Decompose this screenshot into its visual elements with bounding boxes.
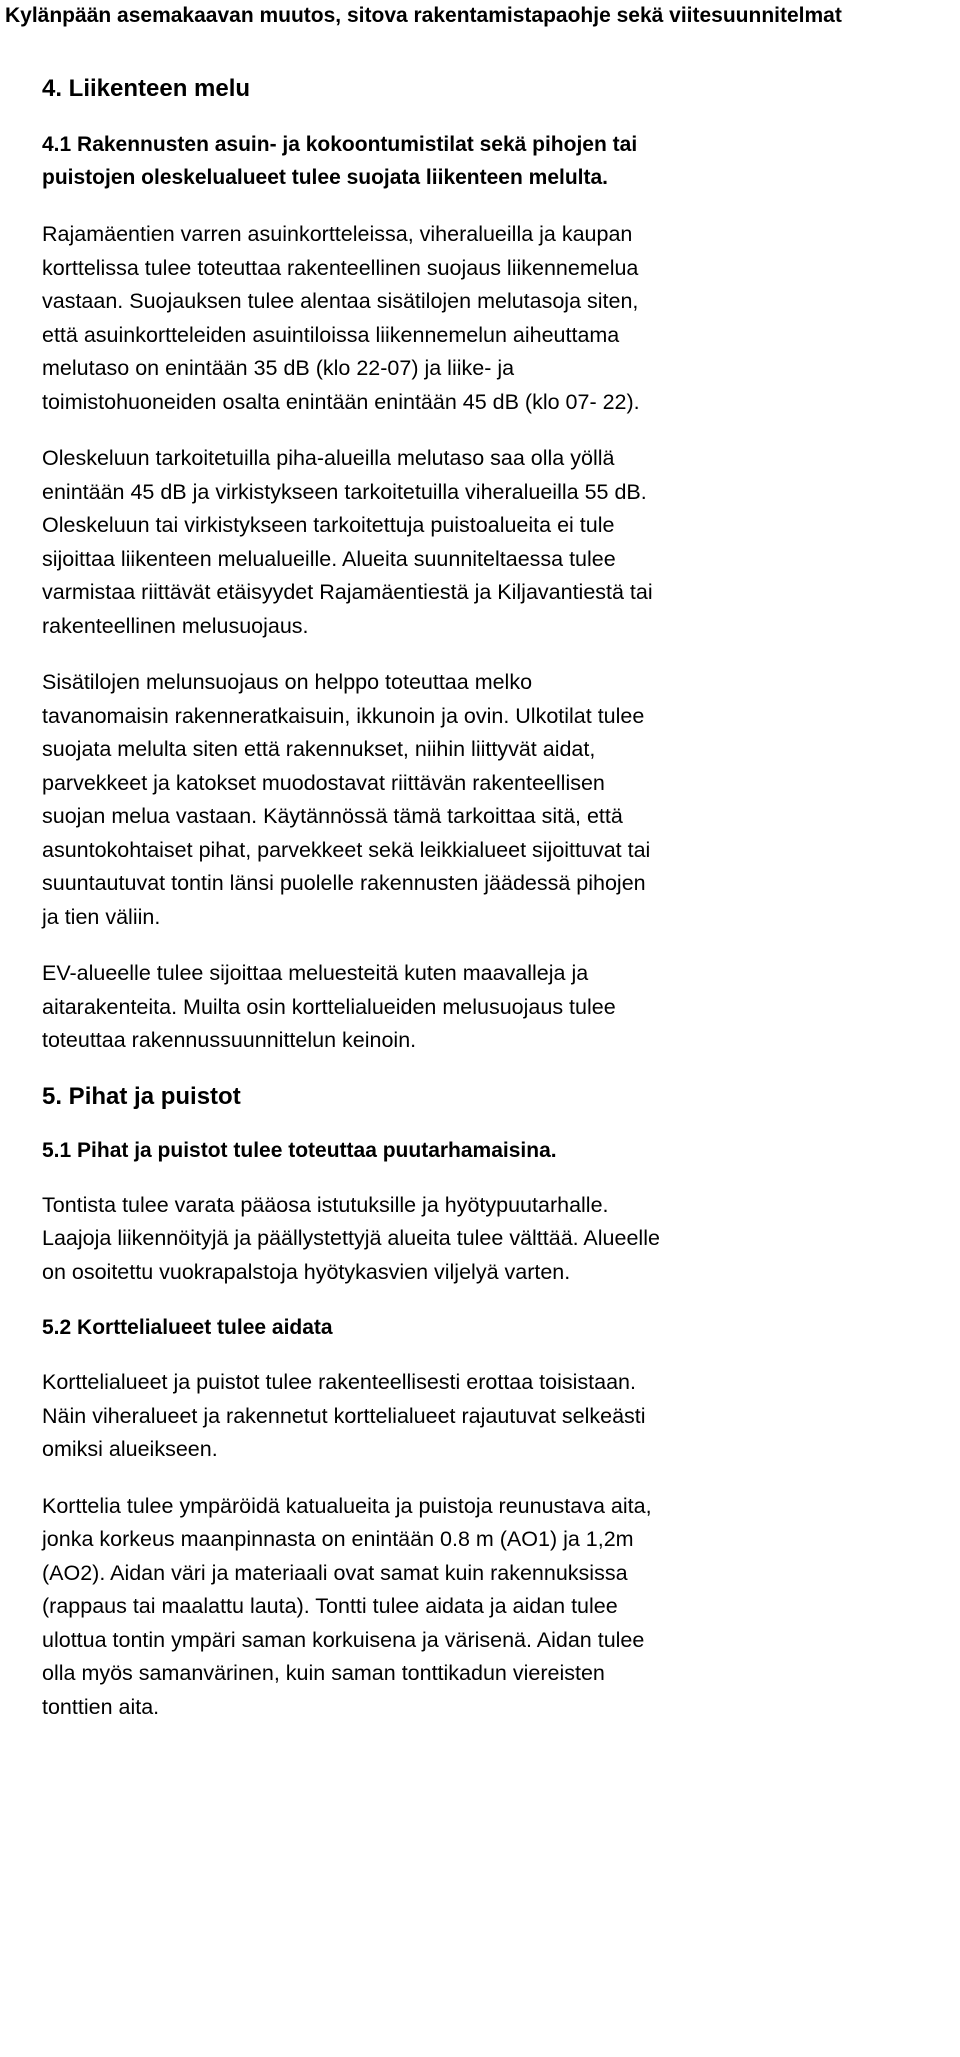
paragraph-5-1-a: Tontista tulee varata pääosa istutuksille ja hyötypuutarhalle. Laajoja liikennöityjä ja päällystettyjä alueita tulee välttää. Alueelle on osoitettu vuokrapalstoja hyötykasvien viljelyä varten. [42,1192,660,1284]
paragraph-4-1-b: Oleskeluun tarkoitetuilla piha-alueilla melutaso saa olla yöllä enintään 45 dB ja virkistykseen tarkoitetuilla viheralueilla 55 dB. Oleskeluun tai virkistykseen tarkoitettuja puistoalueita ei tule sijoittaa liikenteen melualueille. Alueita suunniteltaessa tulee varmistaa riittävät etäisyydet Rajamäentiestä ja Kiljavantiestä tai rakenteellinen melusuojaus. [42,446,653,638]
paragraph-4-1-c: Sisätilojen melunsuojaus on helppo toteuttaa melko tavanomaisin rakenneratkaisuin, ikkunoin ja ovin. Ulkotilat tulee suojata melulta siten että rakennukset, niihin liittyvät aidat, parvekkeet ja katokset muodostavat riittävän rakenteellisen suojan melua vastaan. Käytännössä tämä tarkoittaa sitä, että asuntokohtaiset pihat, parvekkeet sekä leikkialueet sijoittuvat tai suuntautuvat tontin länsi puolelle rakennusten jäädessä pihojen ja tien väliin. [42,670,651,929]
document-body [42,60,662,1724]
subsection-heading-5-1: 5.1 Pihat ja puistot tulee toteuttaa puutarhamaisina. [42,1138,557,1162]
subsection-heading-4-1: 4.1 Rakennusten asuin- ja kokoontumistilat sekä pihojen tai puistojen oleskelualueet tulee suojata liikenteen melulta. [42,133,638,189]
section-heading-4: 4. Liikenteen melu [42,75,251,102]
paragraph-5-2-b: Korttelia tulee ympäröidä katualueita ja puistoja reunustava aita, jonka korkeus maanpinnasta on enintään 0.8 m (AO1) ja 1,2m (AO2). Aidan väri ja materiaali ovat samat kuin rakennuksissa (rappaus tai maalattu lauta). Tontti tulee aidata ja aidan tulee ulottua tontin ympäri saman korkuisena ja värisenä. Aidan tulee olla myös samanvärinen, kuin saman tonttikadun viereisten tonttien aita. [42,1493,652,1719]
paragraph-4-1-a: Rajamäentien varren asuinkortteleissa, viheralueilla ja kaupan korttelissa tulee toteuttaa rakenteellinen suojaus liikennemelua vastaan. Suojauksen tulee alentaa sisätilojen melutasoja siten, että asuinkortteleiden asuintiloissa liikennemelun aiheuttama melutaso on enintään 35 dB (klo 22-07) ja liike- ja toimistohuoneiden osalta enintään enintään 45 dB (klo 07- 22). [42,222,640,414]
paragraph-5-2-a: Korttelialueet ja puistot tulee rakenteellisesti erottaa toisistaan. Näin viheralueet ja rakennetut korttelialueet rajautuvat selkeästi omiksi alueikseen. [42,1370,646,1461]
document-header-title: Kylänpään asemakaavan muutos, sitova rakentamistapaohje sekä viitesuunnitelmat [5,4,842,27]
subsection-heading-5-2: 5.2 Korttelialueet tulee aidata [42,1316,333,1339]
section-heading-5: 5. Pihat ja puistot [42,1082,241,1110]
paragraph-4-1-d: EV-alueelle tulee sijoittaa meluesteitä kuten maavalleja ja aitarakenteita. Muilta osin korttelialueiden melusuojaus tulee toteuttaa rakennussuunnittelun keinoin. [42,961,616,1052]
